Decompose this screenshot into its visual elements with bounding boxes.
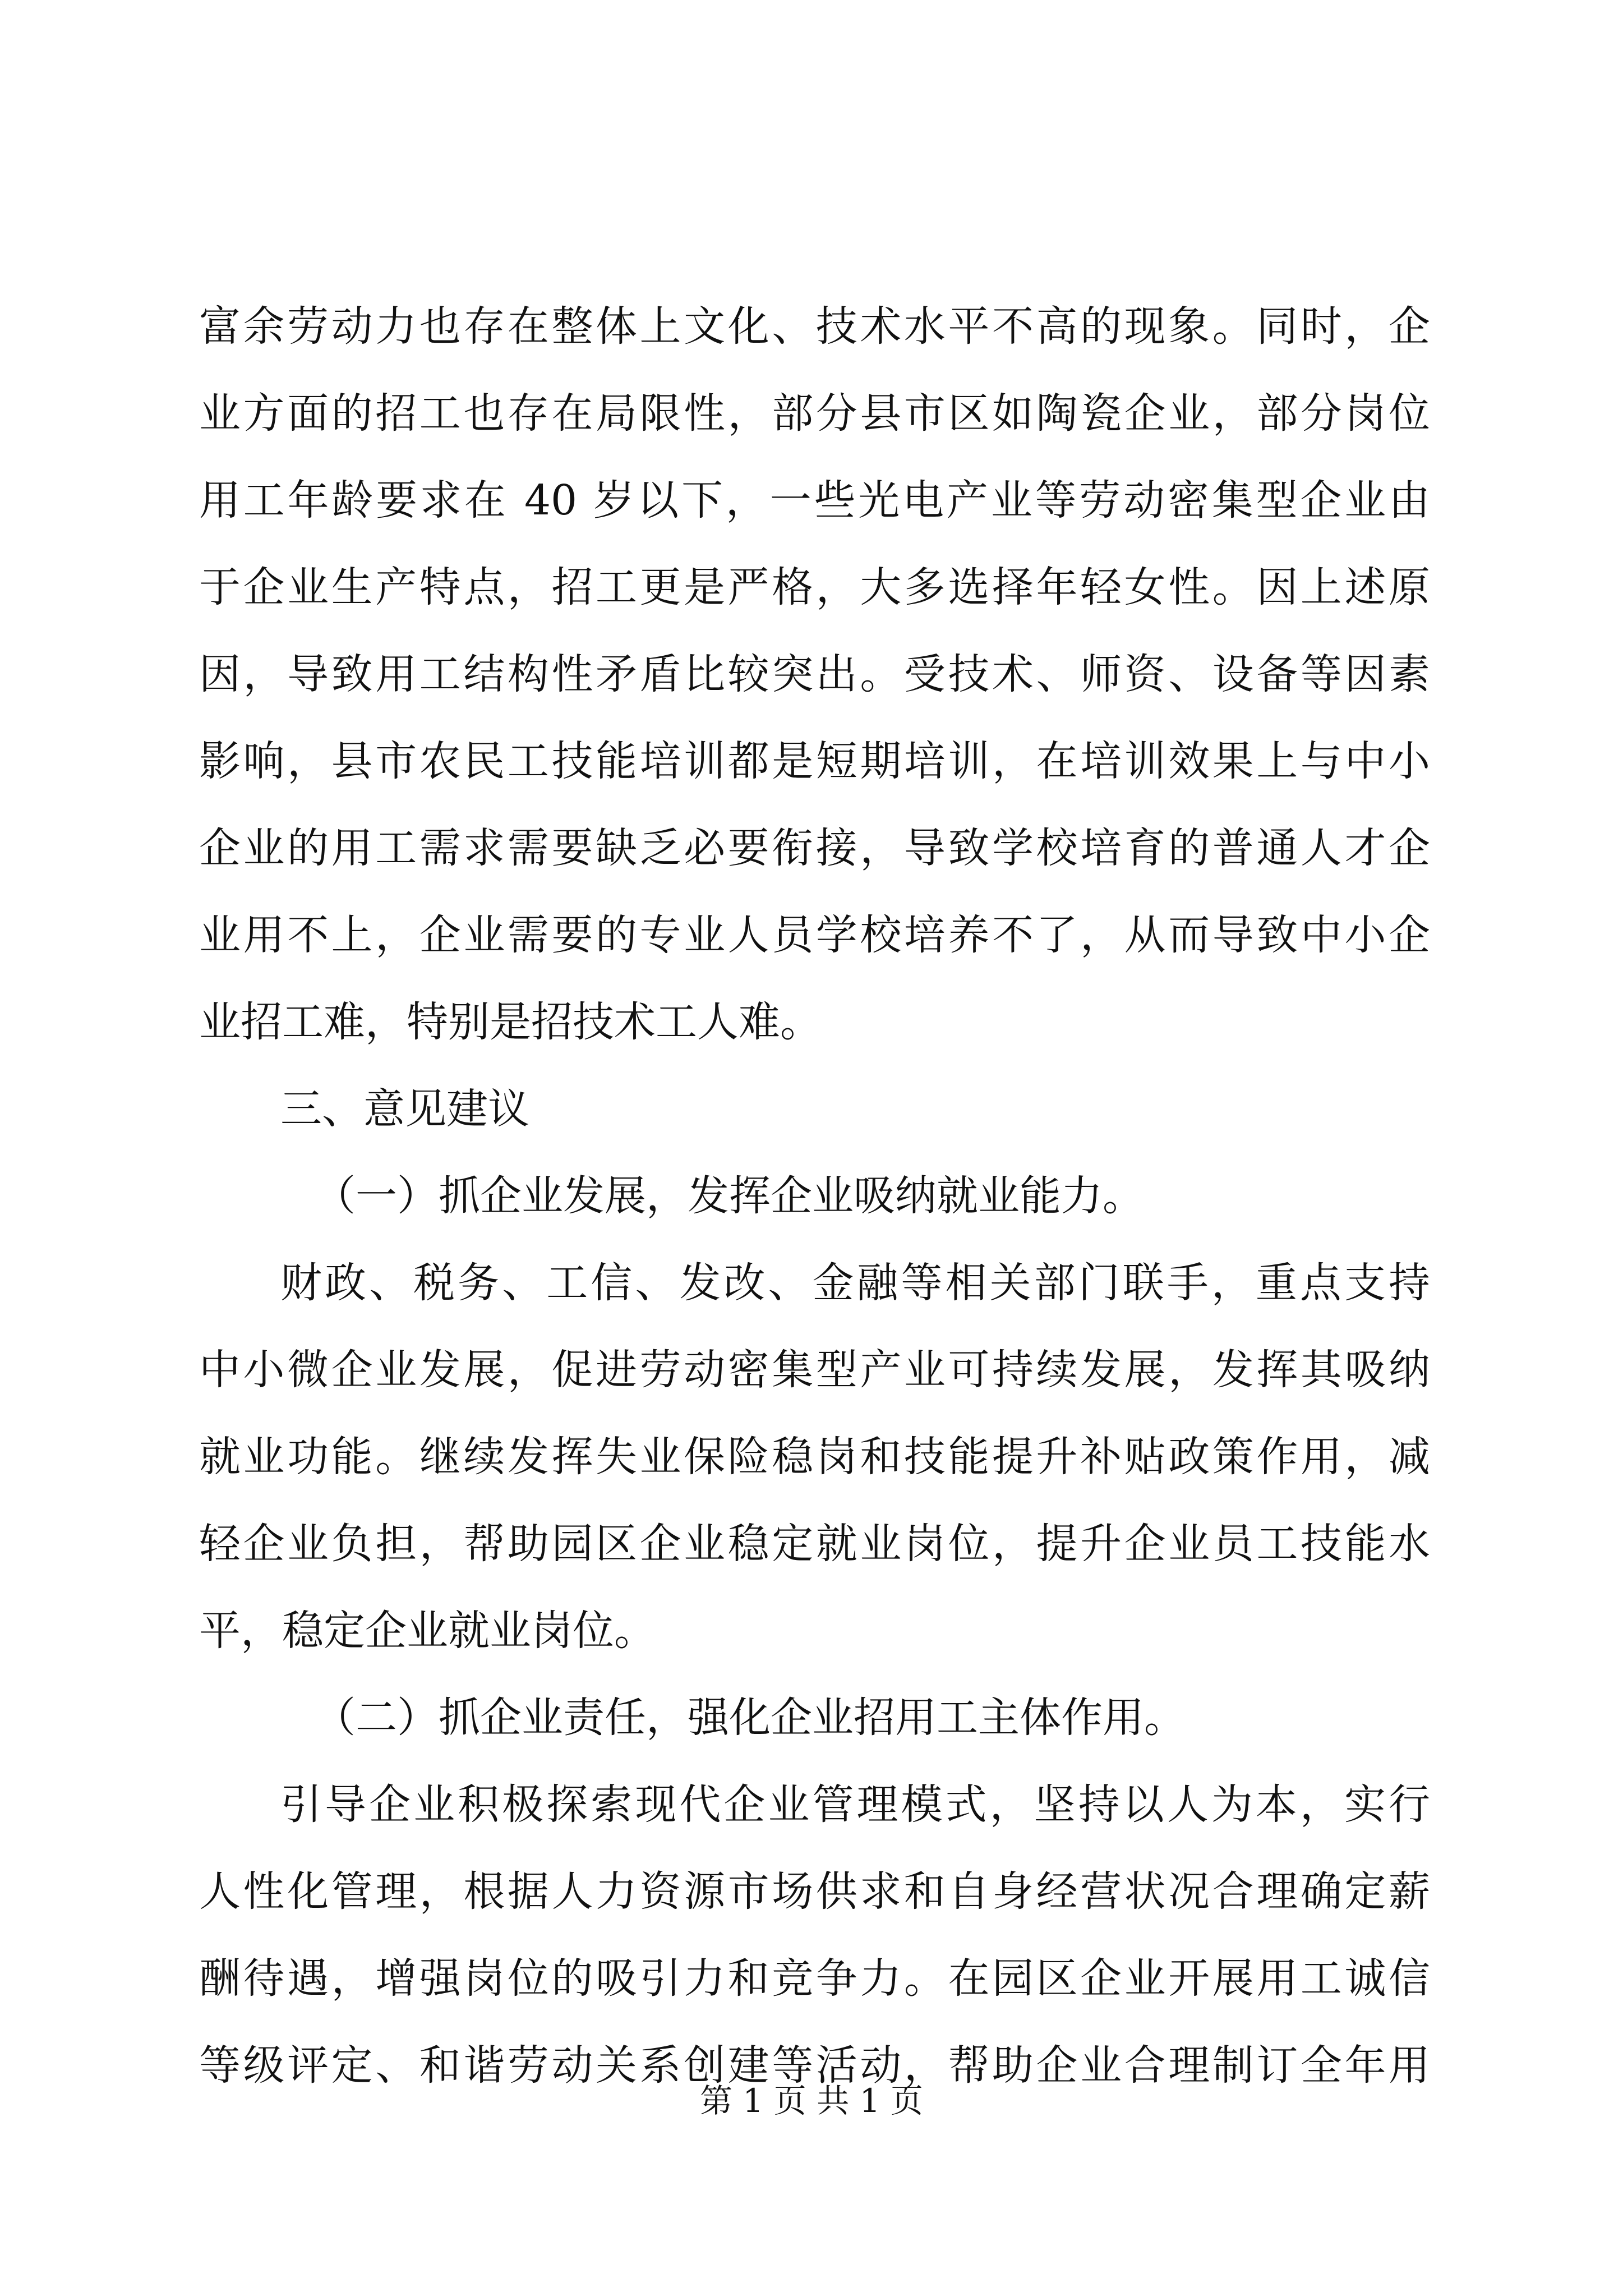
body-line: 就业功能。继续发挥失业保险稳岗和技能提升补贴政策作用，减 xyxy=(199,1433,1430,1481)
section-heading: 三、意见建议 xyxy=(280,1085,529,1133)
subsection-heading: （二）抓企业责任，强化企业招用工主体作用。 xyxy=(314,1694,1186,1742)
body-line: 酬待遇，增强岗位的吸引力和竞争力。在园区企业开展用工诚信 xyxy=(199,1954,1430,2003)
body-line: 用工年龄要求在 40 岁以下，一些光电产业等劳动密集型企业由 xyxy=(199,476,1430,524)
body-line: 因，导致用工结构性矛盾比较突出。受技术、师资、设备等因素 xyxy=(199,650,1430,698)
body-line: 企业的用工需求需要缺乏必要衔接，导致学校培育的普通人才企 xyxy=(199,824,1430,872)
body-line: 中小微企业发展，促进劳动密集型产业可持续发展，发挥其吸纳 xyxy=(199,1346,1430,1394)
body-line: 引导企业积极探索现代企业管理模式，坚持以人为本，实行 xyxy=(280,1780,1430,1829)
body-line: 业用不上，企业需要的专业人员学校培养不了，从而导致中小企 xyxy=(199,911,1430,959)
body-line: 影响，县市农民工技能培训都是短期培训，在培训效果上与中小 xyxy=(199,737,1430,785)
body-line: 等级评定、和谐劳动关系创建等活动，帮助企业合理制订全年用 xyxy=(199,2041,1430,2090)
body-line: 财政、税务、工信、发改、金融等相关部门联手，重点支持 xyxy=(280,1259,1430,1307)
body-line: 业招工难，特别是招技术工人难。 xyxy=(199,998,822,1046)
page-number-footer: 第 1 页 共 1 页 xyxy=(700,2082,923,2120)
body-line: 于企业生产特点，招工更是严格，大多选择年轻女性。因上述原 xyxy=(199,563,1430,611)
body-line: 业方面的招工也存在局限性，部分县市区如陶瓷企业，部分岗位 xyxy=(199,389,1430,438)
body-line: 平，稳定企业就业岗位。 xyxy=(199,1607,656,1655)
body-line: 轻企业负担，帮助园区企业稳定就业岗位，提升企业员工技能水 xyxy=(199,1520,1430,1568)
subsection-heading: （一）抓企业发展，发挥企业吸纳就业能力。 xyxy=(314,1172,1144,1220)
body-line: 富余劳动力也存在整体上文化、技术水平不高的现象。同时，企 xyxy=(199,302,1430,351)
body-line: 人性化管理，根据人力资源市场供求和自身经营状况合理确定薪 xyxy=(199,1867,1430,1916)
